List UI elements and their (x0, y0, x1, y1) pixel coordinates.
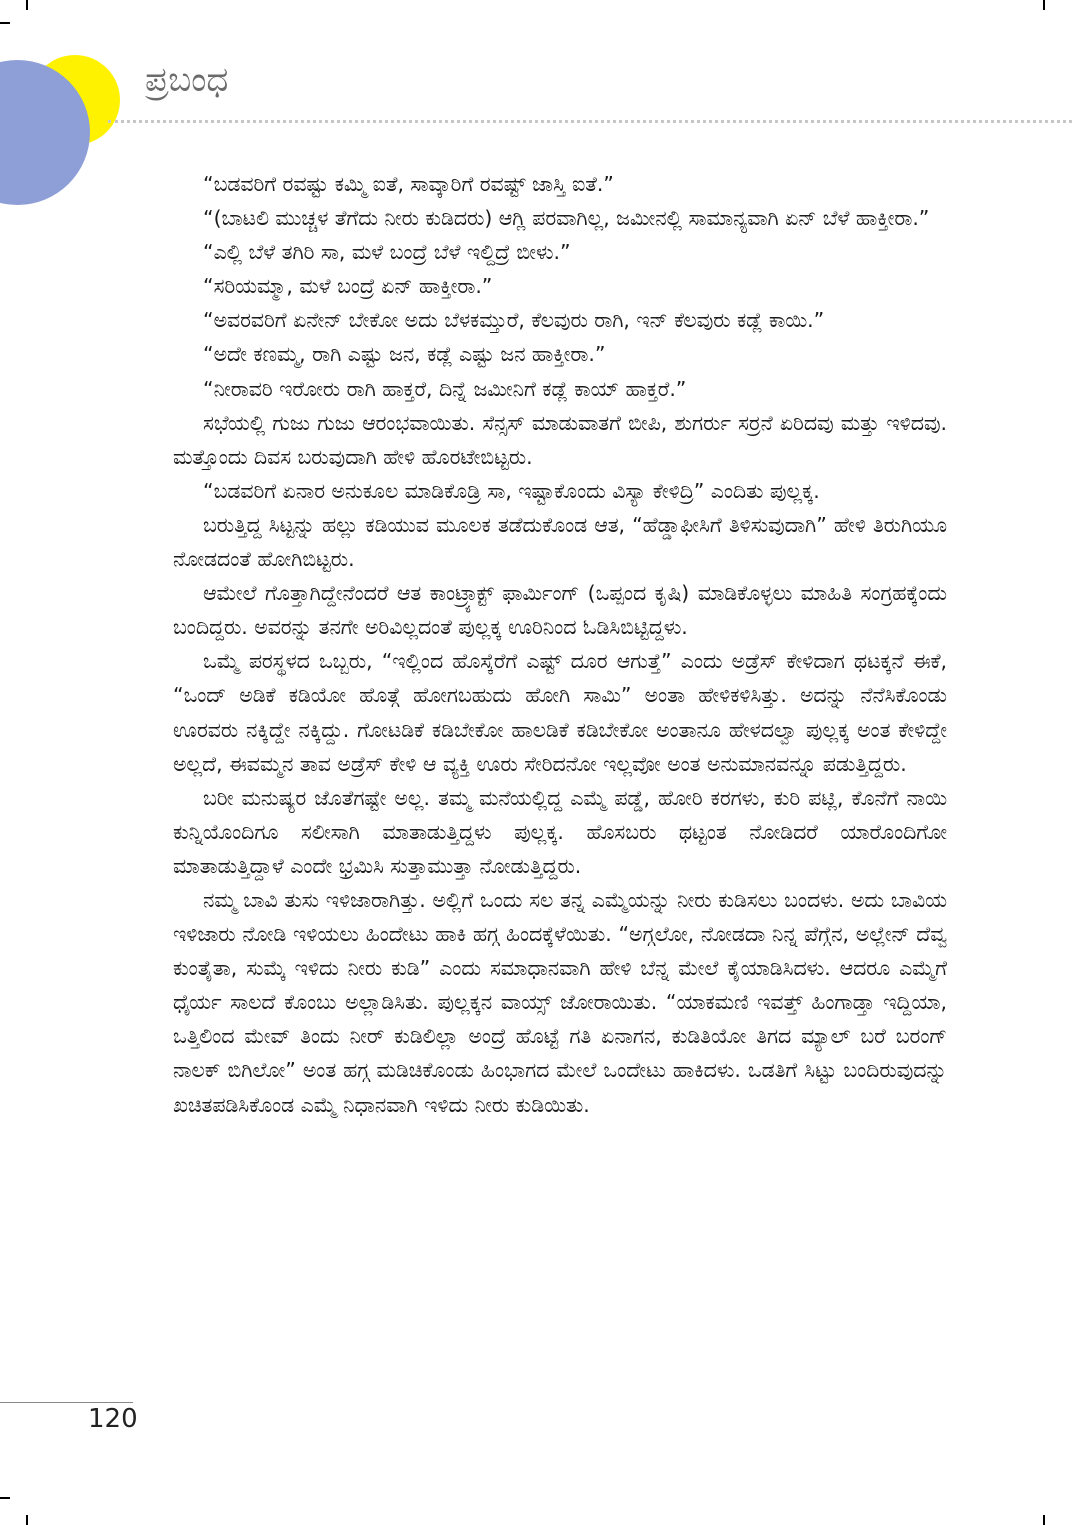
crop-mark (1043, 0, 1045, 10)
paragraph: “ನೀರಾವರಿ ಇರೋರು ರಾಗಿ ಹಾಕ್ತರೆ, ದಿನ್ನೆ ಜಮೀನಿಗೆ ಕಡ್ಲೆ ಕಾಯ್ ಹಾಕ್ತರೆ.” (203, 376, 687, 401)
paragraph: ಬರೀ ಮನುಷ್ಯರ ಜೊತೆಗಷ್ಟೇ ಅಲ್ಲ. ತಮ್ಮ ಮನೆಯಲ್ಲಿದ್ದ ಎಮ್ಮೆ ಪಡ್ಡೆ, ಹೋರಿ ಕರಗಳು, ಕುರಿ ಪಟ್ಲಿ, ಕೊನೆಗೆ ನಾಯಿ ಕುನ್ನಿಯೊಂದಿಗೂ ಸಲೀಸಾಗಿ ಮಾತಾಡುತ್ತಿದ್ದಳು ಪುಲ್ಲಕ್ಕ. ಹೊಸಬರು ಥಟ್ಟಂತ ನೋಡಿದರೆ ಯಾರೊಂದಿಗೋ ಮಾತಾಡುತ್ತಿದ್ದಾಳೆ ಎಂದೇ ಭ್ರಮಿಸಿ ಸುತ್ತಾಮುತ್ತಾ ನೋಡುತ್ತಿದ್ದರು. (173, 785, 947, 878)
paragraph: ಬರುತ್ತಿದ್ದ ಸಿಟ್ಟನ್ನು ಹಲ್ಲು ಕಡಿಯುವ ಮೂಲಕ ತಡೆದುಕೊಂಡ ಆತ, “ಹೆಡ್ಡಾಫೀಸಿಗೆ ತಿಳಿಸುವುದಾಗಿ” ಹೇಳಿ ತಿರುಗಿಯೂ ನೋಡದಂತೆ ಹೋಗಿಬಿಟ್ಟರು. (173, 512, 947, 572)
folio-rule (0, 1402, 133, 1403)
paragraph: ಆಮೇಲೆ ಗೊತ್ತಾಗಿದ್ದೇನೆಂದರೆ ಆತ ಕಾಂಟ್ರ್ಯಾಕ್ಟ್ ಫಾರ್ಮಿಂಗ್ (ಒಪ್ಪಂದ ಕೃಷಿ) ಮಾಡಿಕೊಳ್ಳಲು ಮಾಹಿತಿ ಸಂಗ್ರಹಕ್ಕೆಂದು ಬಂದಿದ್ದರು. ಅವರನ್ನು ತನಗೇ ಅರಿವಿಲ್ಲದಂತೆ ಪುಲ್ಲಕ್ಕ ಊರಿನಿಂದ ಓಡಿಸಿಬಿಟ್ಟಿದ್ದಳು. (173, 581, 947, 640)
paragraph: “ಸರಿಯಮ್ಮಾ, ಮಳೆ ಬಂದ್ರೆ ಏನ್ ಹಾಕ್ತೀರಾ.” (203, 274, 493, 299)
paragraph: “ಎಲ್ಲಿ ಬೆಳೆ ತಗಿರಿ ಸಾ, ಮಳೆ ಬಂದ್ರೆ ಬೆಳೆ ಇಲ್ದಿದ್ರೆ ಬೀಳು.” (203, 240, 571, 265)
body-text (173, 167, 947, 1122)
crop-mark (26, 1515, 28, 1525)
paragraph: “ಬಡವರಿಗೆ ರವಷ್ಟು ಕಮ್ಮಿ ಐತೆ, ಸಾವ್ಕಾರಿಗೆ ರವಷ್ಟ್ ಜಾಸ್ತಿ ಐತೆ.” (203, 172, 614, 196)
section-title: ಪ್ರಬಂಧ (145, 60, 229, 100)
page-number: 120 (88, 1404, 138, 1434)
paragraph: ಒಮ್ಮೆ ಪರಸ್ಥಳದ ಒಬ್ಬರು, “ಇಲ್ಲಿಂದ ಹೊಸ್ಕೆರೆಗೆ ಎಷ್ಟ್ ದೂರ ಆಗುತ್ತೆ” ಎಂದು ಅಡ್ರೆಸ್ ಕೇಳಿದಾಗ ಥಟಕ್ಕನೆ ಈಕೆ, “ಒಂದ್ ಅಡಿಕೆ ಕಡಿಯೋ ಹೊತ್ಗೆ ಹೋಗಬಹುದು ಹೋಗಿ ಸಾಮಿ” ಅಂತಾ ಹೇಳಿಕಳಿಸಿತ್ತು. ಅದನ್ನು ನೆನೆಸಿಕೊಂಡು ಊರವರು ನಕ್ಕಿದ್ದೇ ನಕ್ಕಿದ್ದು. ಗೋಟಡಿಕೆ ಕಡಿಬೇಕೋ ಹಾಲಡಿಕೆ ಕಡಿಬೇಕೋ ಅಂತಾನೂ ಹೇಳದಲ್ವಾ ಪುಲ್ಲಕ್ಕ ಅಂತ ಕೇಳಿದ್ದೇ ಅಲ್ಲದೆ, ಈವಮ್ಮನ ತಾವ ಅಡ್ರೆಸ್ ಕೇಳಿ ಆ ವ್ಯಕ್ತಿ ಊರು ಸೇರಿದನೋ ಇಲ್ಲವೋ ಅಂತ ಅನುಮಾನವನ್ನೂ ಪಡುತ್ತಿದ್ದರು. (173, 649, 947, 776)
paragraph: ನಮ್ಮ ಬಾವಿ ತುಸು ಇಳಿಜಾರಾಗಿತ್ತು. ಅಲ್ಲಿಗೆ ಒಂದು ಸಲ ತನ್ನ ಎಮ್ಮೆಯನ್ನು ನೀರು ಕುಡಿಸಲು ಬಂದಳು. ಅದು ಬಾವಿಯ ಇಳಿಜಾರು ನೋಡಿ ಇಳಿಯಲು ಹಿಂದೇಟು ಹಾಕಿ ಹಗ್ಗ ಹಿಂದಕ್ಕೆಳೆಯಿತು. “ಅಗ್ಗಲೋ, ನೋಡದಾ ನಿನ್ನ ಪೆಗ್ಗೆನ, ಅಲ್ಲೇನ್ ದೆವ್ವ ಕುಂತೈತಾ, ಸುಮ್ಕೆ ಇಳಿದು ನೀರು ಕುಡಿ” ಎಂದು ಸಮಾಧಾನವಾಗಿ ಹೇಳಿ ಬೆನ್ನ ಮೇಲೆ ಕೈಯಾಡಿಸಿದಳು. ಆದರೂ ಎಮ್ಮೆಗೆ ಧೈರ್ಯ ಸಾಲದೆ ಕೊಂಬು ಅಲ್ಲಾಡಿಸಿತು. ಪುಲ್ಲಕ್ಕನ ವಾಯ್ಸ್ ಜೋರಾಯಿತು. “ಯಾಕಮಣಿ ಇವತ್ತ್ ಹಿಂಗಾಡ್ತಾ ಇದ್ದಿಯಾ, ಒತ್ತಿಲಿಂದ ಮೇವ್ ತಿಂದು ನೀರ್ ಕುಡಿಲಿಲ್ಲಾ ಅಂದ್ರೆ ಹೊಟ್ಟೆ ಗತಿ ಏನಾಗನ, ಕುಡಿತಿಯೋ ತಿಗದ ಮ್ಯಾಲ್ ಬರೆ ಬರಂಗ್ ನಾಲಕ್ ಬಿಗಿಲೋ” ಅಂತ ಹಗ್ಗ ಮಡಿಚಿಕೊಂಡು ಹಿಂಭಾಗದ ಮೇಲೆ ಒಂದೇಟು ಹಾಕಿದಳು. ಒಡತಿಗೆ ಸಿಟ್ಟು ಬಂದಿರುವುದನ್ನು ಖಚಿತಪಡಿಸಿಕೊಂಡ ಎಮ್ಮೆ ನಿಧಾನವಾಗಿ ಇಳಿದು ನೀರು ಕುಡಿಯಿತು. (173, 887, 947, 1117)
crop-mark (0, 1497, 10, 1499)
header-dotted-rule (108, 120, 1072, 123)
paragraph: “ಅವರವರಿಗೆ ಏನೇನ್ ಬೇಕೋ ಅದು ಬೆಳಕಮ್ತುರೆ, ಕೆಲವುರು ರಾಗಿ, ಇನ್ ಕೆಲವುರು ಕಡ್ಲೆ ಕಾಯಿ.” (203, 308, 825, 333)
paragraph: “ಬಡವರಿಗೆ ಏನಾರ ಅನುಕೂಲ ಮಾಡಿಕೊಡ್ರಿ ಸಾ, ಇಷ್ಟಾಕೊಂದು ವಿಸ್ಯಾ ಕೇಳಿದ್ರಿ” ಎಂದಿತು ಪುಲ್ಲಕ್ಕ. (203, 478, 820, 503)
corner-decoration (0, 0, 130, 210)
paragraph: “ಅದೇ ಕಣಮ್ಮ, ರಾಗಿ ಎಷ್ಟು ಜನ, ಕಡ್ಲೆ ಎಷ್ಟು ಜನ ಹಾಕ್ತೀರಾ.” (203, 342, 606, 367)
crop-mark (1043, 1515, 1045, 1525)
paragraph: “(ಬಾಟಲಿ ಮುಚ್ಚಳ ತೆಗೆದು ನೀರು ಕುಡಿದರು) ಆಗ್ಲಿ ಪರವಾಗಿಲ್ಲ, ಜಮೀನಲ್ಲಿ ಸಾಮಾನ್ಯವಾಗಿ ಏನ್ ಬೆಳೆ ಹಾಕ್ತೀರಾ.” (203, 206, 930, 231)
paragraph: ಸಭೆಯಲ್ಲಿ ಗುಜು ಗುಜು ಆರಂಭವಾಯಿತು. ಸೆನ್ಸಸ್ ಮಾಡುವಾತಗೆ ಬೀಪಿ, ಶುಗರ್ರು ಸರ್ರನೆ ಏರಿದವು ಮತ್ತು ಇಳಿದವು. ಮತ್ತೊಂದು ದಿವಸ ಬರುವುದಾಗಿ ಹೇಳಿ ಹೊರಟೇಬಿಟ್ಟರು. (173, 410, 947, 469)
